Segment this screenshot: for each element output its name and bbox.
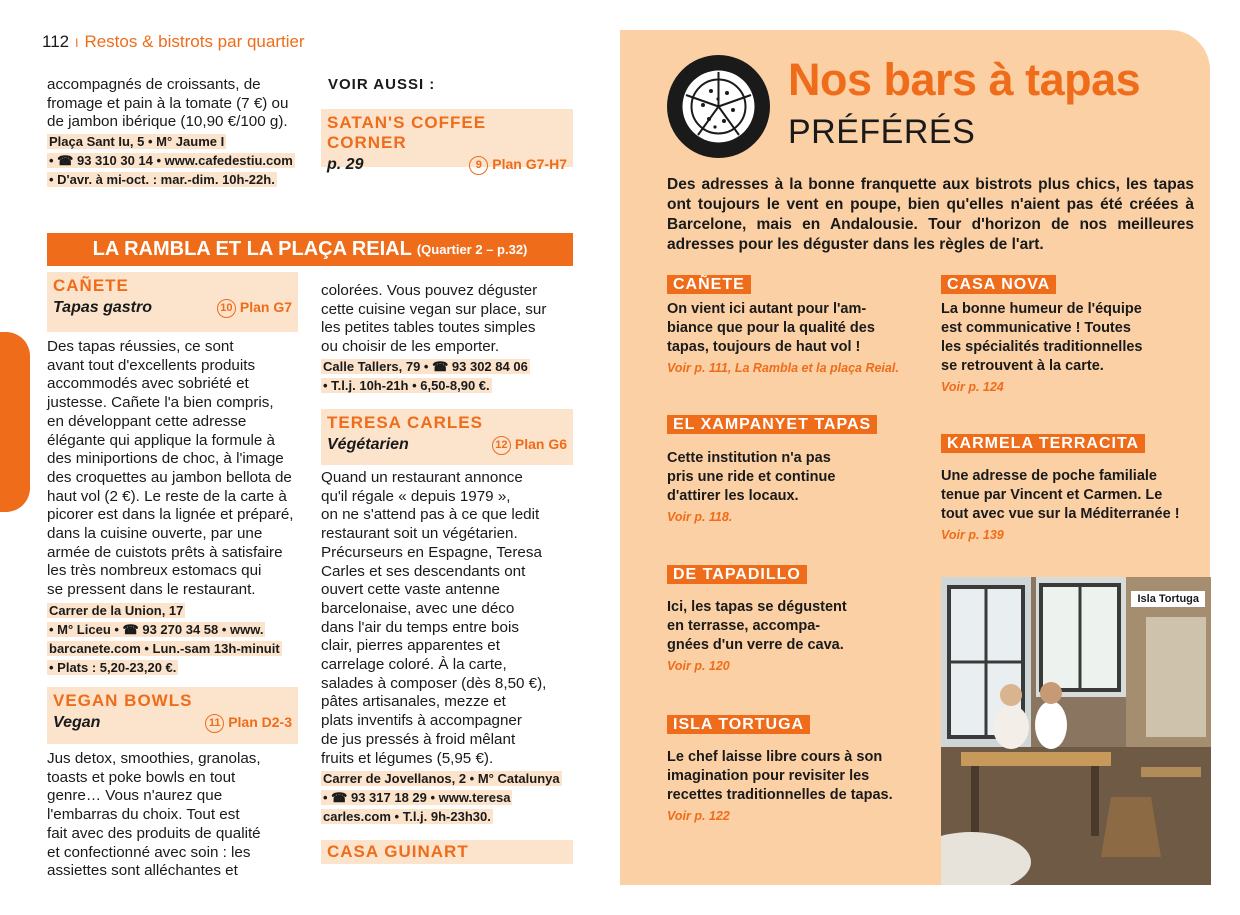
plan-ref: 12 Plan G6 — [492, 436, 567, 455]
info-line: • ☎ 93 310 30 14 • www.cafedestiu.com — [49, 153, 293, 168]
page-ref: p. 29 — [327, 156, 364, 173]
page-number: 112 — [42, 32, 70, 51]
teresa-description: Quand un restaurant annonce qu'il régale « depuis 1979 », on ne s'attend pas à ce que ledit restaurant soit un végétarien. Précurseurs en Espagne, Teresa Carles et ses descendants ont ouvert cette vaste antenne barcelonaise, avec une déco dans l'air du temps entre bois clair, pierres apparentes et carrelage coloré. À la carte, salades à composer (dès 8,50 €), pâtes artisanales, mezze et plats inventifs à accompagner de jus pressés à froid mêlant fruits et légumes (5,95 €). — [321, 469, 547, 767]
tapas-item-ref: Voir p. 118. — [667, 510, 733, 524]
feature-subtitle: PRÉFÉRÉS — [788, 113, 976, 151]
district-band — [47, 233, 573, 266]
tapas-item: CAÑETE On vient ici autant pour l'am- biance que pour la qualité des tapas, toujours de haut vol ! Voir p. 111, La Rambla et la plaça Reial. — [667, 276, 932, 375]
vegan-info: Calle Tallers, 79 • ☎ 93 302 84 06 • T.l.j. 10h-21h • 6,50-8,90 €. — [323, 359, 528, 393]
photo-caption: Isla Tortuga — [1131, 591, 1205, 607]
venue-tag: Végétarien — [327, 436, 409, 453]
map-number-badge: 9 — [469, 156, 488, 175]
venue-name: VEGAN BOWLS — [53, 691, 193, 710]
tapas-item-ref: Voir p. 120 — [667, 659, 730, 673]
venue-box-casa-guinart — [321, 840, 573, 864]
venue-tag: Tapas gastro — [53, 299, 152, 316]
tapas-item: EL XAMPANYET TAPAS Cette institution n'a pas pris une ride et continue d'attirer les locaux. Voir p. 118. — [667, 416, 932, 524]
teresa-info: Carrer de Jovellanos, 2 • M° Catalunya • ☎ 93 317 18 29 • www.teresa carles.com • T.l.j. 9h-23h30. — [323, 771, 560, 824]
voir-aussi-box — [321, 109, 573, 173]
venue-name: CASA GUINART — [327, 842, 469, 861]
section-title: Restos & bistrots par quartier — [84, 32, 305, 51]
tapas-item-name: CASA NOVA — [941, 275, 1056, 294]
venue-box-canete — [47, 272, 298, 332]
voir-aussi-title: VOIR AUSSI : — [328, 76, 436, 93]
tapas-item: KARMELA TERRACITA Une adresse de poche familiale tenue par Vincent et Carmen. Le tout avec vue sur la Méditerranée ! Voir p. 139 — [941, 435, 1206, 542]
page-header — [42, 32, 305, 52]
plan-ref: 11 Plan D2-3 — [205, 714, 292, 733]
plan-ref: 9 Plan G7-H7 — [469, 156, 567, 175]
tapas-item-ref: Voir p. 139 — [941, 528, 1004, 542]
page-tab — [0, 332, 30, 512]
map-number-badge: 11 — [205, 714, 224, 733]
top-left-text — [47, 76, 307, 132]
restaurant-photo — [941, 577, 1211, 885]
header-separator: I — [75, 36, 79, 50]
vegan-description-continued: colorées. Vous pouvez déguster cette cuisine vegan sur place, sur les petites tables toutes simples ou choisir de les emporter. — [321, 282, 547, 356]
tapas-item-name: DE TAPADILLO — [667, 565, 807, 584]
info-line: • D'avr. à mi-oct. : mar.-dim. 10h-22h. — [49, 172, 275, 187]
feature-intro: Des adresses à la bonne franquette aux bistrots plus chics, les tapas ont toujours le vent en poupe, bien qu'elles n'aient pas été créées à Barcelone, mais en Andalousie. Tour d'horizon de nos meilleures adresses pour les déguster dans les règles de l'art. — [667, 176, 1194, 253]
canete-info: Carrer de la Union, 17 • M° Liceu • ☎ 93 270 34 58 • www. barcanete.com • Lun.-sam 13h-minuit • Plats : 5,20-23,20 €. — [49, 603, 280, 675]
venue-name: TERESA CARLES — [327, 413, 483, 432]
tapas-item-name: KARMELA TERRACITA — [941, 434, 1145, 453]
map-number-badge: 10 — [217, 299, 236, 318]
vegan-description: Jus detox, smoothies, granolas, toasts et poke bowls en tout genre… Vous n'aurez que l'embarras du choix. Tout est fait avec des produits de qualité et confectionné avec soin : les assiettes sont alléchantes et — [47, 750, 261, 880]
venue-name: SATAN'S COFFEE CORNER — [327, 113, 487, 152]
tapas-item-ref: Voir p. 124 — [941, 380, 1004, 394]
district-subtitle: (Quartier 2 – p.32) — [416, 242, 528, 257]
venue-box-vegan-bowls — [47, 687, 298, 744]
paragraph: accompagnés de croissants, de fromage et pain à la tomate (7 €) ou de jambon ibérique (10,90 €/100 g). — [47, 76, 289, 131]
tapas-item-ref: Voir p. 111, La Rambla et la plaça Reial. — [667, 361, 899, 375]
pizza-slices-icon — [667, 55, 770, 158]
tapas-item-name: EL XAMPANYET TAPAS — [667, 415, 877, 434]
tapas-item: CASA NOVA La bonne humeur de l'équipe est communicative ! Toutes les spécialités traditionnelles se retrouvent à la carte. Voir p. 124 — [941, 276, 1206, 394]
venue-name: CAÑETE — [53, 276, 129, 295]
venue-box-teresa-carles — [321, 409, 573, 465]
canete-description: Des tapas réussies, ce sont avant tout d'excellents produits accommodés avec sobriété et justesse. Cañete l'a bien compris, en développant cette adresse élégante qui applique la formule à des miniportions de choc, à l'image des croquettes au jambon bellota de haut vol (2 €). Le reste de la carte à picorer est dans la lignée et préparé, dans la cuisine ouverte, par une armée de cuistots prêts à satisfaire les très nombreux estomacs qui se pressent dans le restaurant. — [47, 338, 294, 599]
tapas-item: ISLA TORTUGA Le chef laisse libre cours à son imagination pour revisiter les recettes traditionnelles de tapas. Voir p. 122 — [667, 716, 932, 823]
venue-tag: Vegan — [53, 714, 101, 731]
map-number-badge: 12 — [492, 436, 511, 455]
feature-title: Nos bars à tapas — [788, 54, 1141, 105]
info-line: Plaça Sant Iu, 5 • M° Jaume I — [49, 134, 225, 149]
district-title: LA RAMBLA ET LA PLAÇA REIAL — [92, 238, 412, 260]
plan-ref: 10 Plan G7 — [217, 299, 292, 318]
tapas-item-name: ISLA TORTUGA — [667, 715, 810, 734]
tapas-item-name: CAÑETE — [667, 275, 751, 294]
restaurant-interior-illustration — [941, 577, 1211, 885]
top-left-info — [47, 132, 307, 189]
tapas-item: DE TAPADILLO Ici, les tapas se dégustent en terrasse, accompa- gnées d'un verre de cava. Voir p. 120 — [667, 566, 932, 673]
tapas-item-ref: Voir p. 122 — [667, 809, 730, 823]
